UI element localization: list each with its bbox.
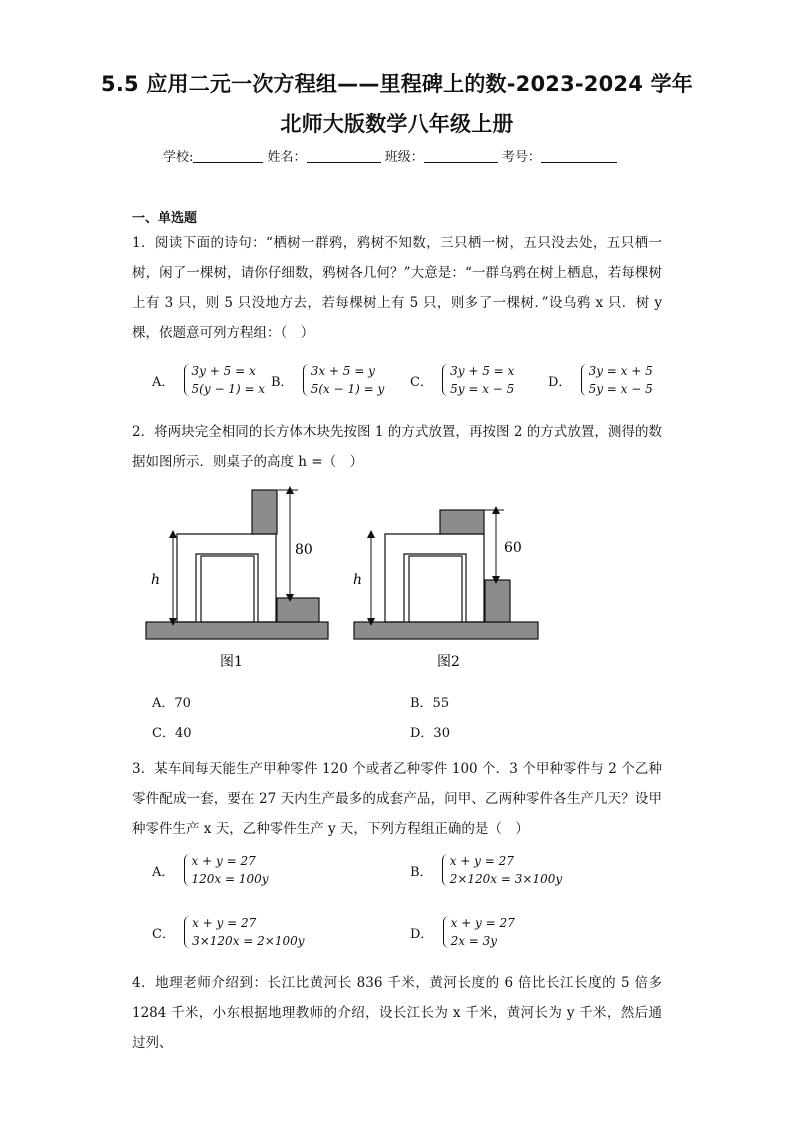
name-blank[interactable] <box>307 149 381 163</box>
equation: 3y + 5 = x <box>450 364 515 378</box>
q3-option-d[interactable] <box>410 914 515 950</box>
label-h: h <box>353 572 363 588</box>
table-shape <box>385 534 484 622</box>
document-title-line2: 北师大版数学八年级上册 <box>280 112 514 136</box>
option-label: A． <box>152 864 175 880</box>
q1-option-a[interactable] <box>152 362 265 398</box>
wood-block-standing <box>485 580 510 622</box>
q2-option-d[interactable]: D．30 <box>410 726 450 741</box>
school-label: 学校: <box>163 150 194 165</box>
equation: x + y = 27 <box>191 854 256 868</box>
equation: 5y = x − 5 <box>450 382 515 396</box>
school-blank[interactable] <box>193 149 263 163</box>
figure-1-caption: 图1 <box>220 654 243 670</box>
option-label: B． <box>271 374 294 390</box>
equation: 3y = x + 5 <box>588 364 653 378</box>
label-80: 80 <box>295 542 313 558</box>
question-3-text: 3．某车间每天能生产甲种零件 120 个或者乙种零件 100 个．3 个甲种零件与 2 个乙种零件配成一套，要在 27 天内生产最多的成套产品，问甲、乙两种零件各生产几天？设甲种零件生产 x 天，乙种零件生产 y 天，下列方程组正确的是（ ） <box>132 761 662 837</box>
q3-option-c[interactable] <box>152 914 305 950</box>
equation-system <box>183 362 266 398</box>
figure-2-caption: 图2 <box>437 654 460 670</box>
question-2-text: 2．将两块完全相同的长方体木块先按图 1 的方式放置，再按图 2 的方式放置，测得的数据如图所示．则桌子的高度 h =（ ） <box>132 424 662 470</box>
label-h: h <box>151 572 161 588</box>
wood-block-lying <box>277 598 319 622</box>
floor-block <box>146 622 328 639</box>
option-label: B． <box>410 864 433 880</box>
equation: 5y = x − 5 <box>588 382 653 396</box>
question-4-text: 4．地理老师介绍到：长江比黄河长 836 千米，黄河长度的 6 倍比长江长度的 5 倍多 1284 千米，小东根据地理教师的介绍，设长江长为 x 千米，黄河长为 y 千米，然后通过列、 <box>132 975 662 1051</box>
equation-system <box>441 362 514 398</box>
equation: 5(y − 1) = x <box>191 382 266 396</box>
document-title-line1: 5.5 应用二元一次方程组——里程碑上的数-2023-2024 学年 <box>101 72 693 96</box>
wood-block-standing <box>252 490 277 534</box>
equation: 3×120x = 2×100y <box>192 934 305 948</box>
label-60: 60 <box>504 540 522 556</box>
name-label: 姓名： <box>267 150 307 165</box>
student-info-line <box>163 146 617 165</box>
option-label: D． <box>410 926 434 942</box>
equation: 3y + 5 = x <box>191 364 256 378</box>
equation: 2×120x = 3×100y <box>449 872 563 886</box>
question-1-text: 1．阅读下面的诗句：“栖树一群鸦，鸦树不知数，三只栖一树，五只没去处，五只栖一树，闲了一棵树，请你仔细数，鸦树各几何？”大意是：“一群乌鸦在树上栖息，若每棵树上有 3 只，则 5 只没地方去，若每棵树上有 5 只，则多了一棵树．”设乌鸦 x 只．树 y 棵，依题意可列方程组：（ ） <box>132 235 662 341</box>
class-blank[interactable] <box>424 149 498 163</box>
equation: x + y = 27 <box>192 916 257 930</box>
equation: x + y = 27 <box>449 854 514 868</box>
q3-option-b[interactable] <box>410 852 562 888</box>
option-label: C． <box>410 374 433 390</box>
q2-option-c[interactable]: C．40 <box>152 726 192 741</box>
figure-2 <box>353 510 538 670</box>
q3-option-a[interactable] <box>152 852 269 888</box>
equation: x + y = 27 <box>450 916 515 930</box>
q1-option-c[interactable] <box>410 362 514 398</box>
equation-system <box>302 362 385 398</box>
equation: 5(x − 1) = y <box>310 382 385 396</box>
wood-block-lying <box>440 510 484 534</box>
equation-system <box>441 852 562 888</box>
q1-option-d[interactable] <box>548 362 653 398</box>
equation-system <box>183 914 304 950</box>
table-opening <box>409 556 462 622</box>
floor-block <box>354 622 538 639</box>
q2-option-b[interactable]: B．55 <box>410 696 450 711</box>
equation-system <box>183 852 269 888</box>
number-blank[interactable] <box>541 149 617 163</box>
class-label: 班级： <box>384 150 424 165</box>
equation-system <box>580 362 653 398</box>
number-label: 考号： <box>501 150 541 165</box>
question-2-figures <box>140 484 560 679</box>
option-label: C． <box>152 926 175 942</box>
option-label: A． <box>152 374 175 390</box>
equation: 3x + 5 = y <box>310 364 375 378</box>
q2-option-a[interactable]: A．70 <box>152 696 191 711</box>
equation: 2x = 3y <box>450 934 498 948</box>
q1-option-b[interactable] <box>271 362 384 398</box>
equation: 120x = 100y <box>191 872 269 886</box>
option-label: D． <box>548 374 572 390</box>
equation-system <box>442 914 515 950</box>
table-shape <box>177 534 276 622</box>
figure-1 <box>146 490 328 670</box>
section-title: 一、单选题 <box>132 211 198 226</box>
table-opening <box>201 556 254 622</box>
